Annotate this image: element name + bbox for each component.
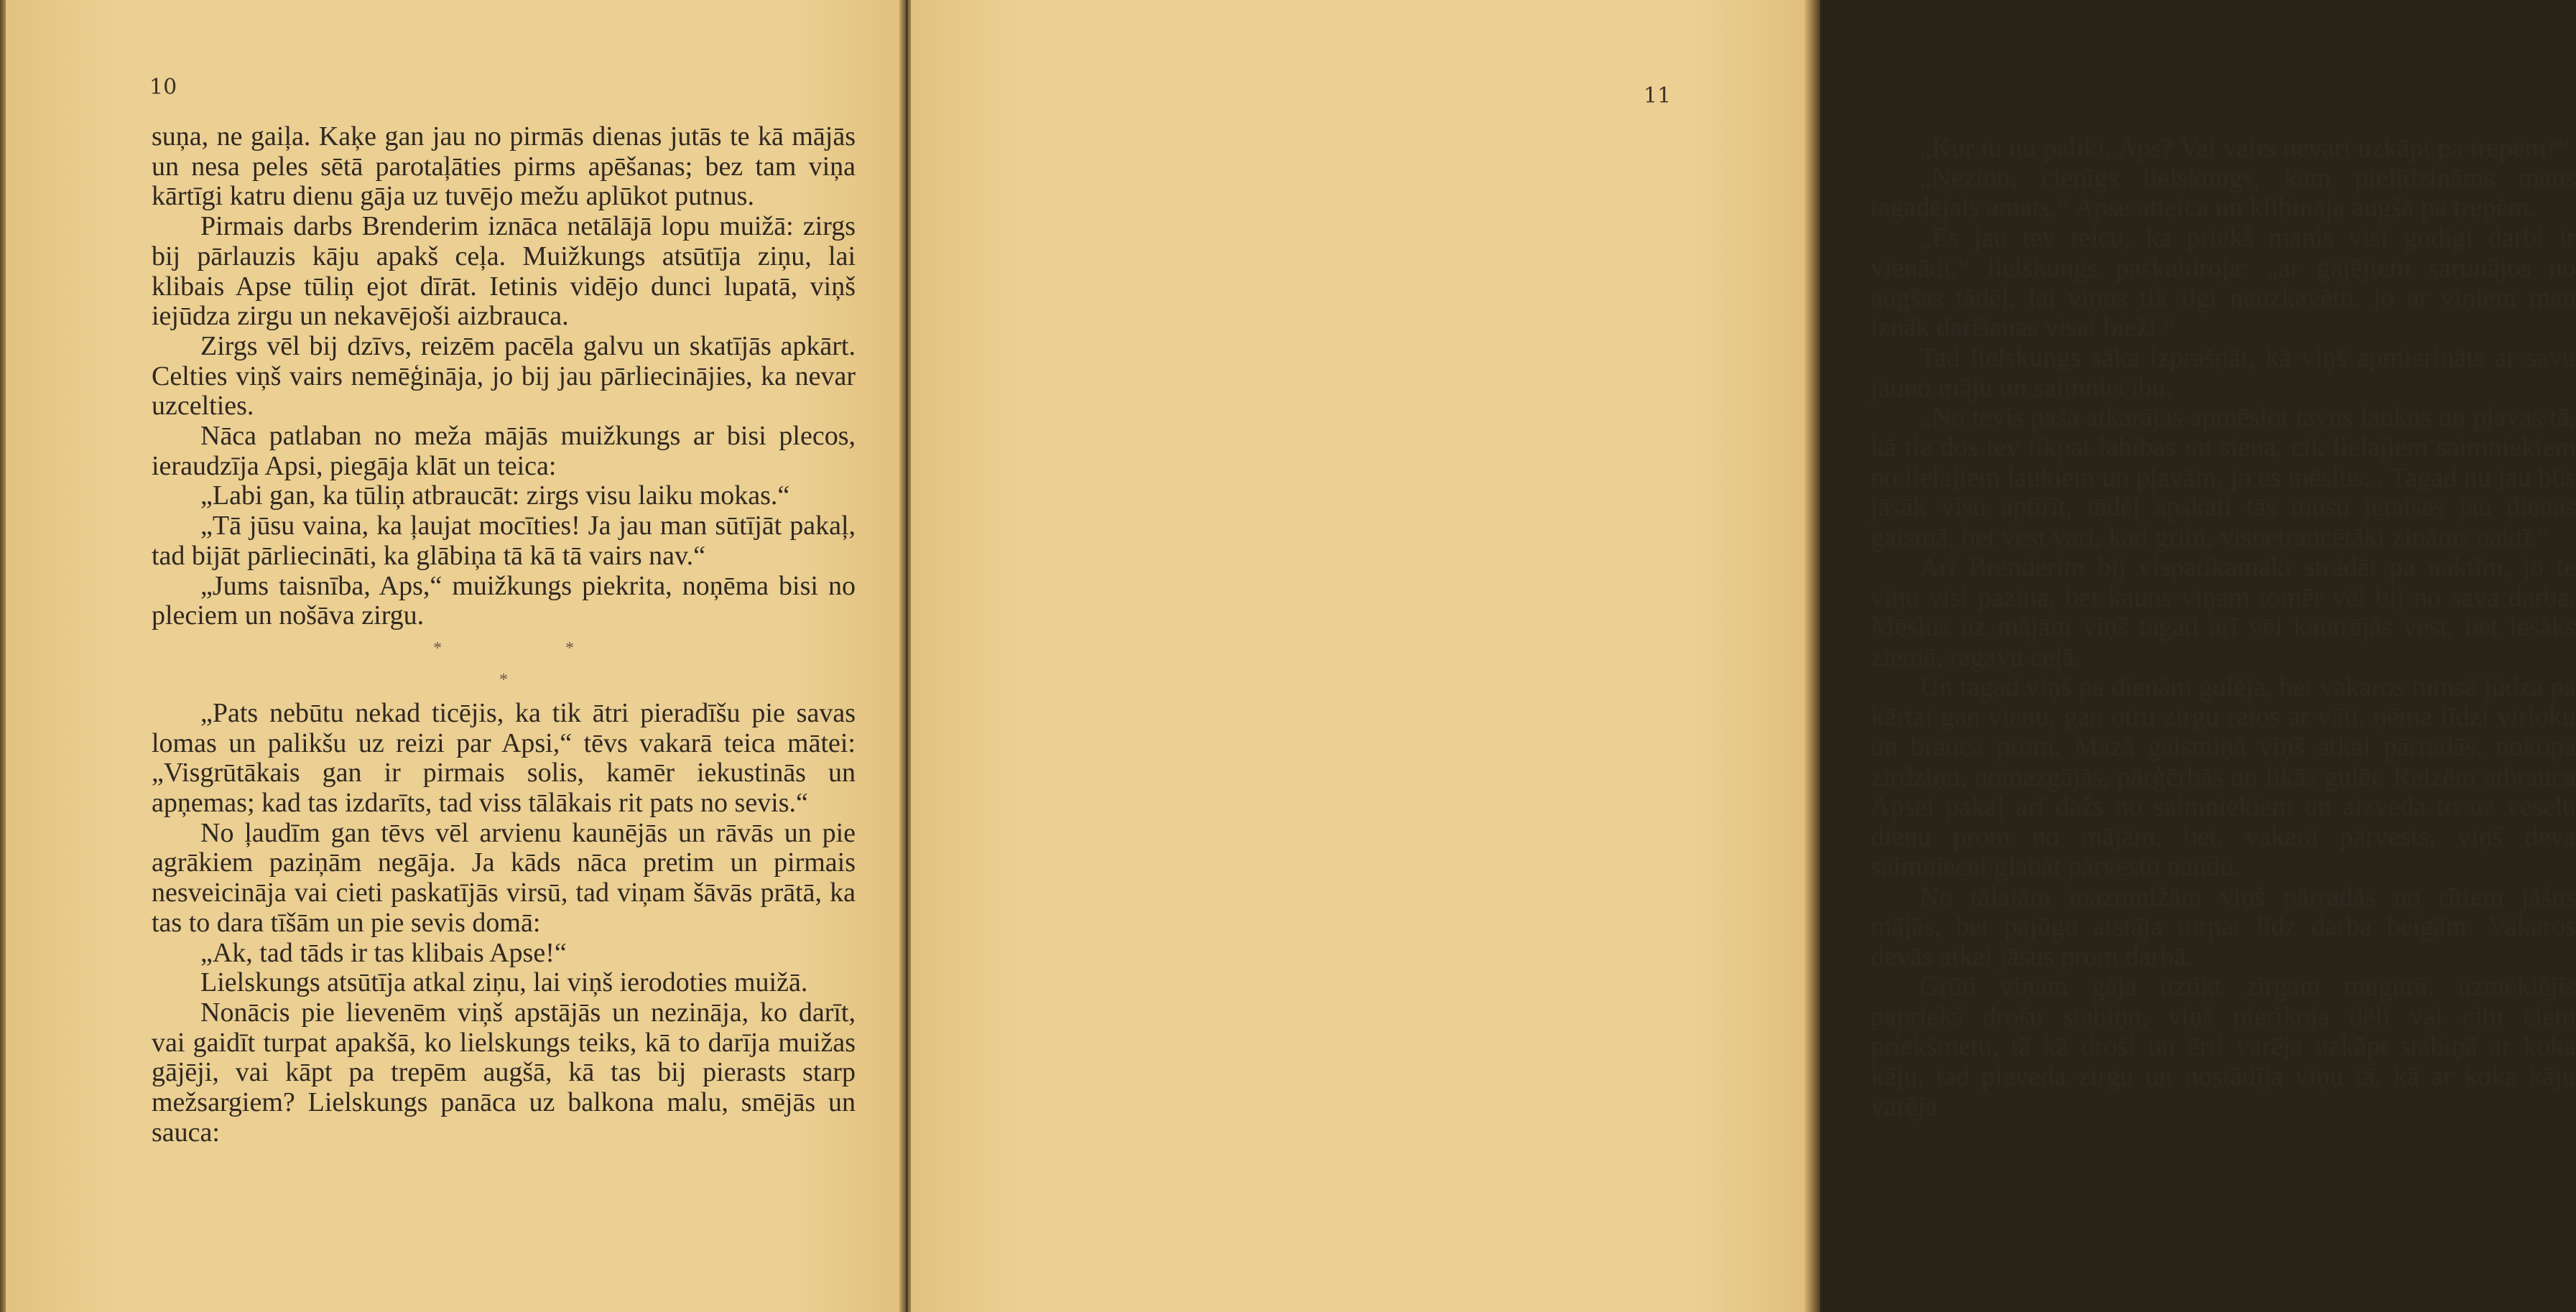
right-page — [911, 0, 2576, 1312]
paragraph: Un tagad viņš pa dienām gulēja, bet vakaros tumsā jūdza pa kārtai gan vienu, gan otru zirgu ratos ar vāti, ņēma līdzi virloku un brauca prom. Mazā gaismiņā viņš atkal pārradās, nokopa zirdziņu, nomazgājās, pārģērbās un likās gulēt. Reizēm atbrauca Apsei pakaļ arī dažs no saimniekiem un aizveda to uz veselu dienu prom no mājām, bet, vakarā pārvests, viņš deva saimniecei glabāt pārvesto naudu. — [1871, 671, 2576, 882]
left-page-text — [152, 122, 856, 1148]
paragraph: „No tevis paša atkarājas apmēslot tavus laukus un pļavas tā, kā tie dos tev tikpat labības un siena, cik lielajiem saimniekiem no lielajiem laukiem un pļavām, jo es mēslus... Tagad nu jau būs jāsāk visu aptīrīt, tādēļ apskati tās mūsu ietaises jau dienas gaismā, bet vest vari, kad gribi, visnetraucētāki zināms naktī.“ — [1871, 402, 2576, 553]
paragraph: Pirmais darbs Brenderim iznāca netālājā lopu muižā: zirgs bij pārlauzis kāju apakš ceļa. Muižkungs atsūtīja ziņu, lai klibais Apse tūliņ ejot dīrāt. Ietinis vidējo dunci lupatā, viņš iejūdza zirgu un nekavējoši aizbrauca. — [152, 211, 856, 332]
paragraph: Zirgs vēl bij dzīvs, reizēm pacēla galvu un skatījās apkārt. Celties viņš vairs nemēģināja, jo bij jau pārliecinājies, ka nevar uzcelties. — [152, 330, 856, 422]
paragraph: No ļaudīm gan tēvs vēl arvienu kaunējās un rāvās un pie agrākiem paziņām negāja. Ja kāds nāca pretim un pirmais nesveicināja vai cieti paskatījās virsū, tad viņam šāvās prātā, ka tas to dara tīšām un pie sevis domā: — [152, 817, 856, 938]
paragraph: Tad lielskungs sāka izprašņāt, kā viņš apmierināts ar savu jauno māju un saimniecību. — [1871, 342, 2576, 403]
paragraph: Grūti viņam gāja uztikt zirgam mugurā: uzmeklējis papriekš drošu stabiņu, viņš pierīkoja dēli vai citu cietu priekšmetu, tā kā droši un ērti varēja uzkāpt stabiņā ar koka kāju, tad pieveda zirgu un nostādīja viņu tā, kā ar koka kāju varēja — [1871, 971, 2576, 1122]
paragraph: No tālajām mazmuižām viņš pārradās no rītiem jāšus mājās, bet pajūgu atstāja turpat līdz darba beigām. Vakaros devās atkal jāšus prom darbā. — [1871, 881, 2576, 972]
paragraph: Arī Brenderim bij vispatīkamāki strādāt pa naktīm, jo te viņu visi pazina, bet kauns viņam tomēr vēl bij no sava darba. Mēslus uz mājām viņš tagad arī vēl kautrējās vest, bet iesāks ziemā, ragavu ceļā. — [1871, 552, 2576, 672]
divider-asterisk: * — [565, 638, 574, 658]
book-edge-right — [1804, 0, 1820, 1312]
paragraph: Nāca patlaban no meža mājās muižkungs ar bisi plecos, ieraudzīja Apsi, piegāja klāt un teica: — [152, 421, 856, 481]
section-divider — [152, 634, 856, 694]
paragraph: „Labi gan, ka tūliņ atbraucāt: zirgs visu laiku mokas.“ — [200, 480, 790, 511]
page-number-left: 10 — [149, 75, 177, 100]
divider-asterisk: * — [499, 670, 508, 689]
paragraph: Lielskungs atsūtīja atkal ziņu, lai viņš ierodoties muižā. — [200, 967, 808, 998]
paragraph: „Es jau tev teicu, ka priekš manis visi godīgi darbi ir vienādi,“ lielskungs paskaidroja: „ar gājējiem sarunājos no augšas tādēļ, lai viņus tik ilgi neuzkavētu, jo ar viņiem man iznāk darīšanas visai bieži.“ — [1871, 223, 2576, 343]
paragraph: „Pats nebūtu nekad ticējis, ka tik ātri pieradīšu pie savas lomas un palikšu uz reizi par Apsi,“ tēvs vakarā teica mātei: „Visgrūtākais gan ir pirmais solis, kamēr iekustinās un apņemas; kad tas izdarīts, tad viss tālākais rit pats no sevis.“ — [152, 697, 856, 819]
left-page — [6, 0, 905, 1312]
paragraph: „Kur tu nu paliki, Aps? Vai vairs nevari uzkāpt pa trepēm?“ — [1919, 133, 2570, 163]
right-page-text — [1871, 134, 2576, 1122]
divider-asterisk: * — [433, 638, 442, 658]
paragraph: suņa, ne gaiļa. Kaķe gan jau no pirmās dienas jutās te kā mājās un nesa peles sētā parotaļāties pirms apēšanas; bez tam viņa kārtīgi katru dienu gāja uz tuvējo mežu aplūkot putnus. — [152, 121, 856, 212]
paragraph: „Tā jūsu vaina, ka ļaujat mocīties! Ja jau man sūtījāt pakaļ, tad bijāt pārliecināti, ka glābiņa tā kā tā vairs nav.“ — [152, 511, 856, 571]
paragraph: Nonācis pie lievenēm viņš apstājās un nezināja, ko darīt, vai gaidīt turpat apakšā, ko lielskungs teiks, kā to darīja muižas gājēji, vai kāpt pa trepēm augšā, kā tas bij pierasts starp mežsargiem? Lielskungs panāca uz balkona malu, smējās un sauca: — [152, 997, 856, 1148]
paragraph: „Ak, tad tāds ir tas klibais Apse!“ — [200, 937, 567, 968]
paragraph: „Jums taisnība, Aps,“ muižkungs piekrita, noņēma bisi no pleciem un nošāva zirgu. — [152, 570, 856, 631]
page-number-right: 11 — [1644, 83, 1672, 108]
paragraph: „Nezinu, cienīgs lielskungs, kam pielīdzināms mans tagadējais amats,“ Apse atteica un klibināja augšā pa trepēm. — [1871, 162, 2576, 223]
